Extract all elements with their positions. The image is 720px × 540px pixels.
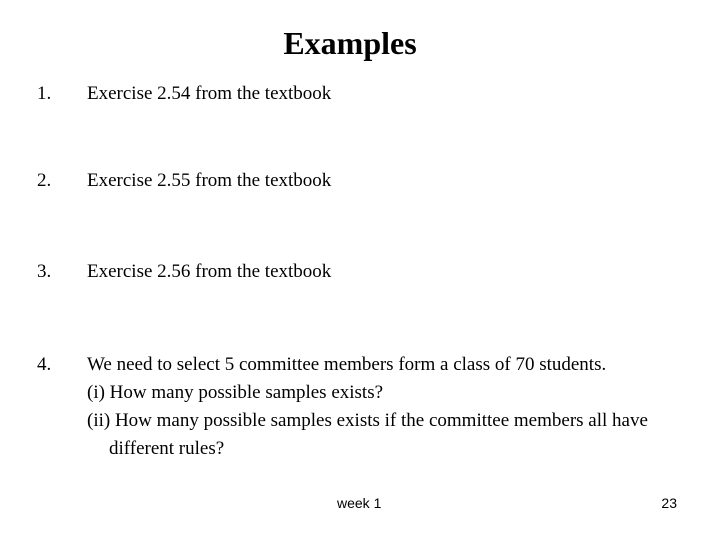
- footer-week-label: week 1: [337, 495, 382, 511]
- item-line: We need to select 5 committee members form a class of 70 students.: [87, 354, 607, 375]
- item-line: Exercise 2.54 from the textbook: [87, 83, 332, 104]
- item-number-3: 3.: [37, 261, 52, 282]
- item-line: Exercise 2.56 from the textbook: [87, 261, 332, 282]
- item-text-3: [87, 258, 331, 286]
- item-number-2: 2.: [37, 170, 52, 191]
- item-line: different rules?: [109, 438, 225, 459]
- page-number: 23: [661, 495, 677, 511]
- item-line: (ii) How many possible samples exists if the committee members all have: [87, 410, 648, 431]
- item-line: Exercise 2.55 from the textbook: [87, 170, 332, 191]
- item-number-4: 4.: [37, 354, 52, 375]
- slide-title: Examples: [283, 25, 417, 61]
- item-number-1: 1.: [37, 83, 52, 104]
- item-text-1: [87, 80, 331, 108]
- item-text-2: [87, 167, 331, 195]
- item-text-4: [87, 351, 648, 463]
- item-line: (i) How many possible samples exists?: [87, 382, 384, 403]
